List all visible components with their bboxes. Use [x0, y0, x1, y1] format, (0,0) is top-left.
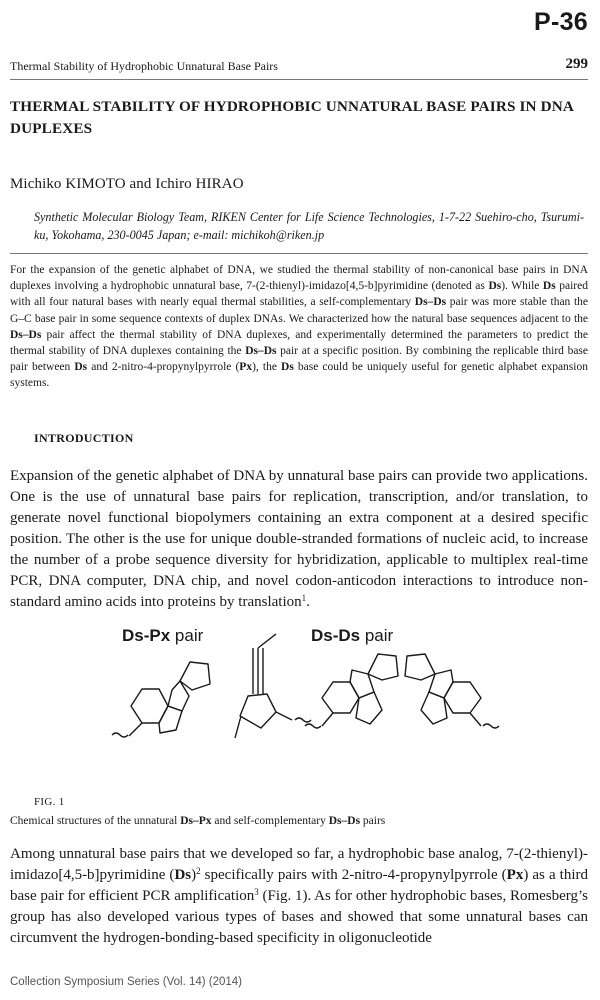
running-title: Thermal Stability of Hydrophobic Unnatural Base Pairs: [10, 59, 278, 73]
ds-base-right-structure-b: [405, 654, 499, 728]
page-number: 299: [565, 56, 588, 72]
reference-superscript: 1: [301, 593, 307, 603]
ds-base-right-structure-a: [305, 654, 398, 728]
abstract-divider: [10, 253, 588, 254]
figure-number: FIG. 1: [34, 796, 65, 808]
header-divider: [10, 79, 588, 80]
paper-title: THERMAL STABILITY OF HYDROPHOBIC UNNATURAL BASE PAIRS IN DNA DUPLEXES: [10, 98, 574, 137]
introduction-paragraph-2: Among unnatural base pairs that we developed so far, a hydrophobic base analog, 7-(2-thienyl)-imidazo[4,5-b]pyrimidine $(Ds)^2$ specifically pairs with 2-nitro-4-propynylpyrrole (Px) as a third base pair for efficient PCR amplification$^3$ (Fig. 1). As for other hydrophobic bases, Romesberg’s group has also developed various types of bases and showed that some unnatural bases can circumvent the hydrogen-bonding-based specificity in oligonucleotide: [10, 846, 589, 946]
reference-superscript: 3: [254, 887, 259, 897]
authors: Michiko KIMOTO and Ichiro HIRAO: [10, 176, 244, 192]
ds-base-left-structure: [112, 662, 210, 737]
figure-label-ds-px-pair: Ds-Px pair: [122, 626, 204, 645]
reference-superscript: 2: [196, 866, 201, 876]
px-base-structure: [235, 634, 311, 738]
footer-series-note: Collection Symposium Series (Vol. 14) (2014): [10, 976, 243, 988]
abstract: For the expansion of the genetic alphabet of DNA, we studied the thermal stability of non-canonical base pairs in DNA duplexes involving a hydrophobic unnatural base, 7-(2-thienyl)-imidazo[4,5-b]pyrimidine (denoted as Ds). While Ds paired with all four natural bases with nearly equal thermal stabilities, a self-complementary Ds–Ds pair was more stable than the G–C base pair in some sequence contexts of duplex DNAs. We characterized how the natural base sequences adjacent to the Ds–Ds pair affect the thermal stability of DNA duplexes, and experimentally determined the parameters to predict the thermal stability of DNA duplexes containing the Ds–Ds pair at a specific position. By combining the replicable third base pair between Ds and 2-nitro-4-propynylpyrrole (Px), the Ds base could be uniquely useful for genetic alphabet expansion systems.: [10, 264, 588, 390]
figure-caption: Chemical structures of the unnatural Ds–Px and self-complementary Ds–Ds pairs: [10, 815, 386, 827]
introduction-paragraph-1: Expansion of the genetic alphabet of DNA by unnatural base pairs can provide two applications. One is the use of unnatural base pairs for replication, transcription, and/or translation, to generate novel functional biopolymers containing an extra component at a desired specific position. The other is the use for unique double-stranded formations of nucleic acid, to increase the number of a probe sequence diversity for hybridization, applicable to multiplex real-time PCR, DNA computer, DNA chip, and novel codon-anticodon interactions to introduce non-standard amino acids into proteins by translation$^1$.: [10, 468, 588, 610]
page-code: P-36: [533, 8, 588, 36]
figure-label-ds-ds-pair: Ds-Ds pair: [311, 626, 394, 645]
figure-1-chemical-structures: [100, 618, 500, 788]
affiliation: Synthetic Molecular Biology Team, RIKEN Center for Life Science Technologies, 1-7-22 Suehiro-cho, Tsurumi-ku, Yokohama, 230-0045 Japan; e-mail: michikoh@riken.jp: [34, 210, 584, 242]
section-heading-introduction: INTRODUCTION: [34, 431, 134, 445]
